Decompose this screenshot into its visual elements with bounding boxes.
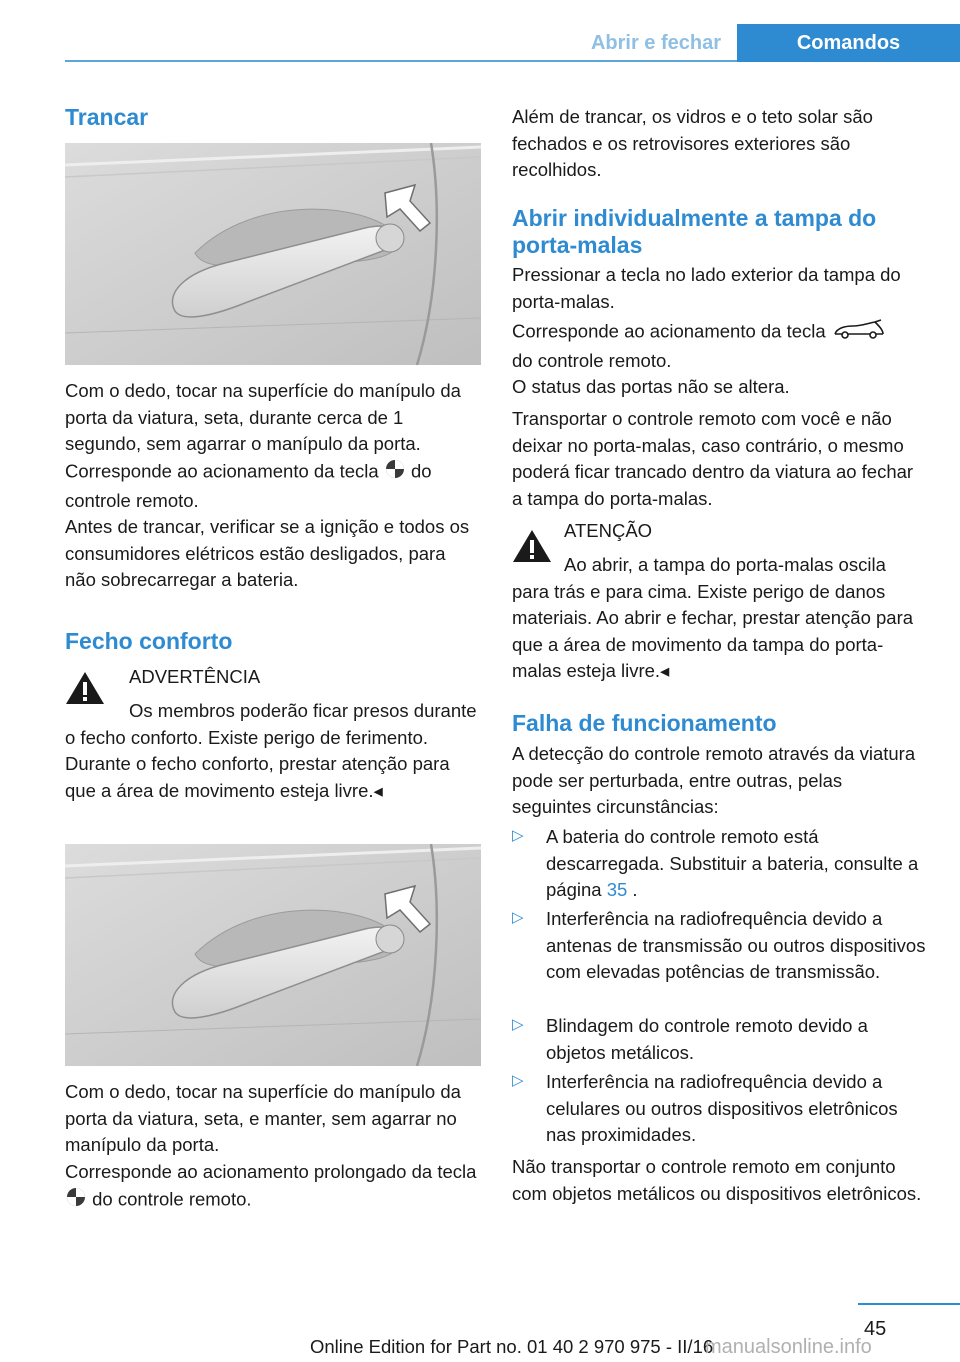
heading-fecho-conforto: Fecho conforto	[65, 628, 233, 654]
bullet-triangle-icon: ▷	[512, 1072, 524, 1089]
car-trunk-icon	[831, 318, 887, 348]
lock-key-icon	[65, 1186, 87, 1216]
paragraph-press-key: Pressionar a tecla no lado exterior da tampa do porta-malas.	[512, 264, 901, 312]
paragraph-trancar-instruction: Com o dedo, tocar na superfície do manípulo da porta da viatura, seta, durante cerca de 1 segundo, sem agarrar o manípulo da porta.	[65, 380, 461, 454]
paragraph-comfort-instruction: Com o dedo, tocar na superfície do manípulo da porta da viatura, seta, e manter, sem agarrar no manípulo da porta.	[65, 1081, 461, 1155]
caution-block	[512, 518, 926, 681]
tab-comandos[interactable]: Comandos	[737, 24, 960, 62]
paragraph-before-locking: Antes de trancar, verificar se a ignição e todos os consumidores elétricos estão desligados, para não sobrecarregar a bateria.	[65, 516, 470, 590]
trunk-key-text: Corresponde ao acionamento da tecla	[512, 320, 826, 342]
page-number: 45	[864, 1318, 887, 1340]
bullet-text-main: A bateria do controle remoto está descarregada. Substituir a bateria, consulte a página	[546, 826, 919, 900]
paragraph-do-not-carry: Não transportar o controle remoto em conjunto com objetos metálicos ou dispositivos eletrônicos.	[512, 1156, 922, 1204]
door-handle-illustration	[65, 143, 481, 365]
page-link[interactable]: 35	[606, 879, 628, 900]
lock-key-icon	[384, 458, 406, 488]
bullet-text: Blindagem do controle remoto devido a objetos metálicos.	[546, 1015, 868, 1063]
watermark: manualsonline.info	[705, 1336, 872, 1358]
edition-footer: Online Edition for Part no. 01 40 2 970 975 - II/16	[310, 1336, 714, 1357]
heading-abrir-porta-malas: Abrir individualmente a tampa do porta-malas	[512, 205, 877, 258]
heading-falha-funcionamento: Falha de funcionamento	[512, 710, 777, 736]
warning-block	[65, 664, 481, 824]
bullet-text: Interferência na radiofrequência devido a celulares ou outros dispositivos eletrônicos nas proximidades.	[546, 1071, 898, 1145]
bullet-triangle-icon: ▷	[512, 909, 524, 926]
warning-title: ADVERTÊNCIA	[129, 666, 261, 687]
warning-body: Os membros poderão ficar presos durante o fecho conforto. Existe perigo de ferimento. Durante o fecho conforto, prestar atenção para que a área de movimento esteja livre.◂	[65, 700, 477, 801]
paragraph-detection: A detecção do controle remoto através da viatura pode ser perturbada, entre outras, pelas seguintes circunstâncias:	[512, 743, 916, 817]
paragraph-key-reference	[65, 458, 481, 514]
key-reference-tail: do controle remoto.	[65, 460, 432, 511]
door-handle-comfort-illustration	[65, 844, 481, 1066]
bullet-text: Interferência na radiofrequência devido a antenas de transmissão ou outros dispositivos com elevadas potências de transmissão.	[546, 908, 926, 982]
tab-abrir-e-fechar[interactable]: Abrir e fechar	[590, 32, 722, 54]
heading-trancar: Trancar	[65, 104, 149, 130]
bullet-triangle-icon: ▷	[512, 1016, 524, 1033]
paragraph-status-doors: O status das portas não se altera.	[512, 376, 790, 397]
bullet-triangle-icon: ▷	[512, 827, 524, 844]
caution-title: ATENÇÃO	[564, 520, 653, 541]
paragraph-windows-closed: Além de trancar, os vidros e o teto solar são fechados e os retrovisores exteriores são recolhidos.	[512, 106, 873, 180]
caution-body: Ao abrir, a tampa do porta-malas oscila para trás e para cima. Existe perigo de danos materiais. Ao abrir e fechar, prestar atenção para que a área de movimento da tampa do porta-malas esteja livre.◂	[512, 554, 914, 681]
bullet-text-tail: .	[632, 879, 638, 900]
footer-rule	[858, 1303, 960, 1305]
trunk-key-tail: do controle remoto.	[512, 349, 672, 371]
paragraph-prolonged-key	[65, 1159, 481, 1215]
prolonged-key-text: Corresponde ao acionamento prolongado da tecla	[65, 1161, 477, 1182]
paragraph-carry-remote: Transportar o controle remoto com você e não deixar no porta-malas, caso contrário, o mesmo poderá ficar trancado dentro da viatura ao fechar a tampa do porta-malas.	[512, 408, 914, 509]
prolonged-key-tail: do controle remoto.	[92, 1188, 252, 1210]
bullet-text	[546, 824, 926, 904]
paragraph-trunk-key	[512, 318, 926, 374]
key-reference-text: Corresponde ao acionamento da tecla	[65, 460, 379, 482]
